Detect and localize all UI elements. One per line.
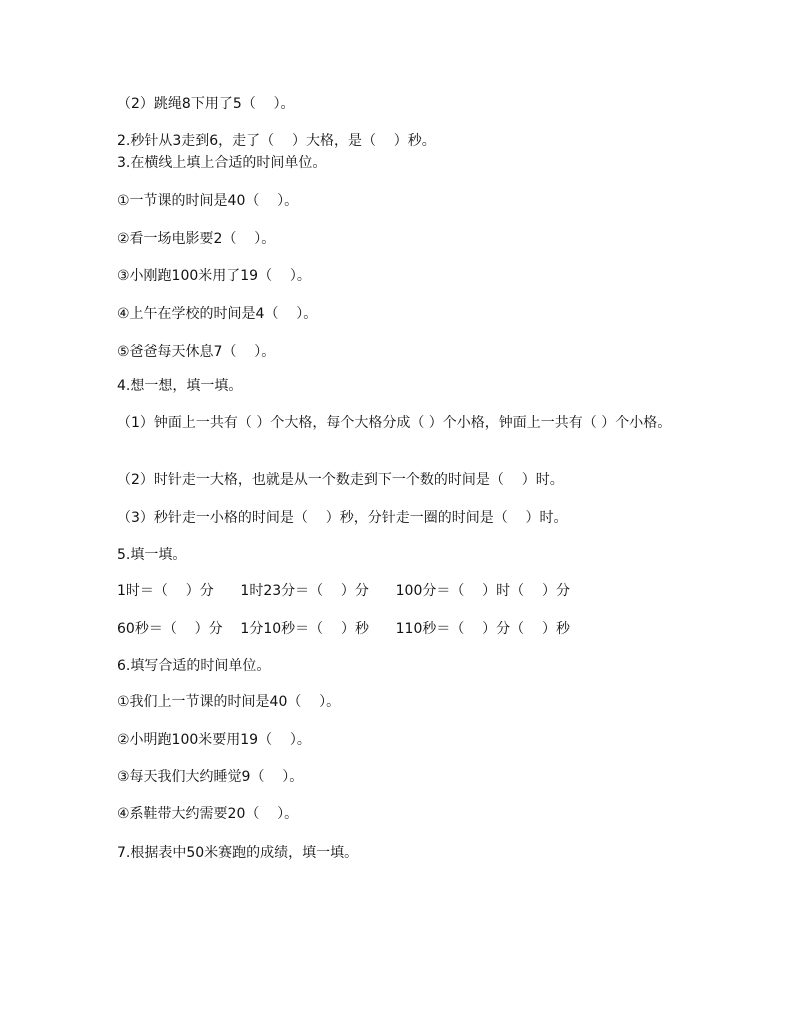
question-4-part-3: （3）秒针走一小格的时间是（ ）秒，分针走一圈的时间是（ ）时。 bbox=[117, 510, 568, 526]
question-6-item-3: ③每天我们大约睡觉9（ ）。 bbox=[117, 769, 304, 785]
question-3-item-3: ③小刚跑100米用了19（ ）。 bbox=[117, 268, 311, 284]
question-4-heading: 4.想一想，填一填。 bbox=[117, 378, 243, 394]
question-6-item-4: ④系鞋带大约需要20（ ）。 bbox=[117, 806, 299, 822]
question-5-heading: 5.填一填。 bbox=[117, 547, 187, 563]
question-3-item-1: ①一节课的时间是40（ ）。 bbox=[117, 193, 299, 209]
question-4-part-2: （2）时针走一大格，也就是从一个数走到下一个数的时间是（ ）时。 bbox=[117, 472, 564, 488]
question-3-item-2: ②看一场电影要2（ ）。 bbox=[117, 231, 276, 247]
question-7-heading: 7.根据表中50米赛跑的成绩，填一填。 bbox=[117, 845, 359, 861]
question-3-item-4: ④上午在学校的时间是4（ ）。 bbox=[117, 306, 318, 322]
question-1-part-2: （2）跳绳8下用了5（ ）。 bbox=[117, 96, 295, 112]
question-5-row-1: 1时＝（ ）分 1时23分＝（ ）分 100分＝（ ）时（ ）分 bbox=[117, 583, 570, 599]
question-4-part-1: （1）钟面上一共有（ ）个大格，每个大格分成（ ）个小格，钟面上一共有（ ）个小格。 bbox=[117, 415, 672, 431]
question-5-row-2: 60秒＝（ ）分 1分10秒＝（ ）秒 110秒＝（ ）分（ ）秒 bbox=[117, 621, 570, 637]
question-3-item-5: ⑤爸爸每天休息7（ ）。 bbox=[117, 344, 276, 360]
question-6-heading: 6.填写合适的时间单位。 bbox=[117, 658, 271, 674]
question-2: 2.秒针从3走到6，走了（ ）大格，是（ ）秒。 bbox=[117, 133, 436, 149]
question-6-item-1: ①我们上一节课的时间是40（ ）。 bbox=[117, 694, 341, 710]
question-6-item-2: ②小明跑100米要用19（ ）。 bbox=[117, 732, 311, 748]
question-3-heading: 3.在横线上填上合适的时间单位。 bbox=[117, 155, 327, 171]
